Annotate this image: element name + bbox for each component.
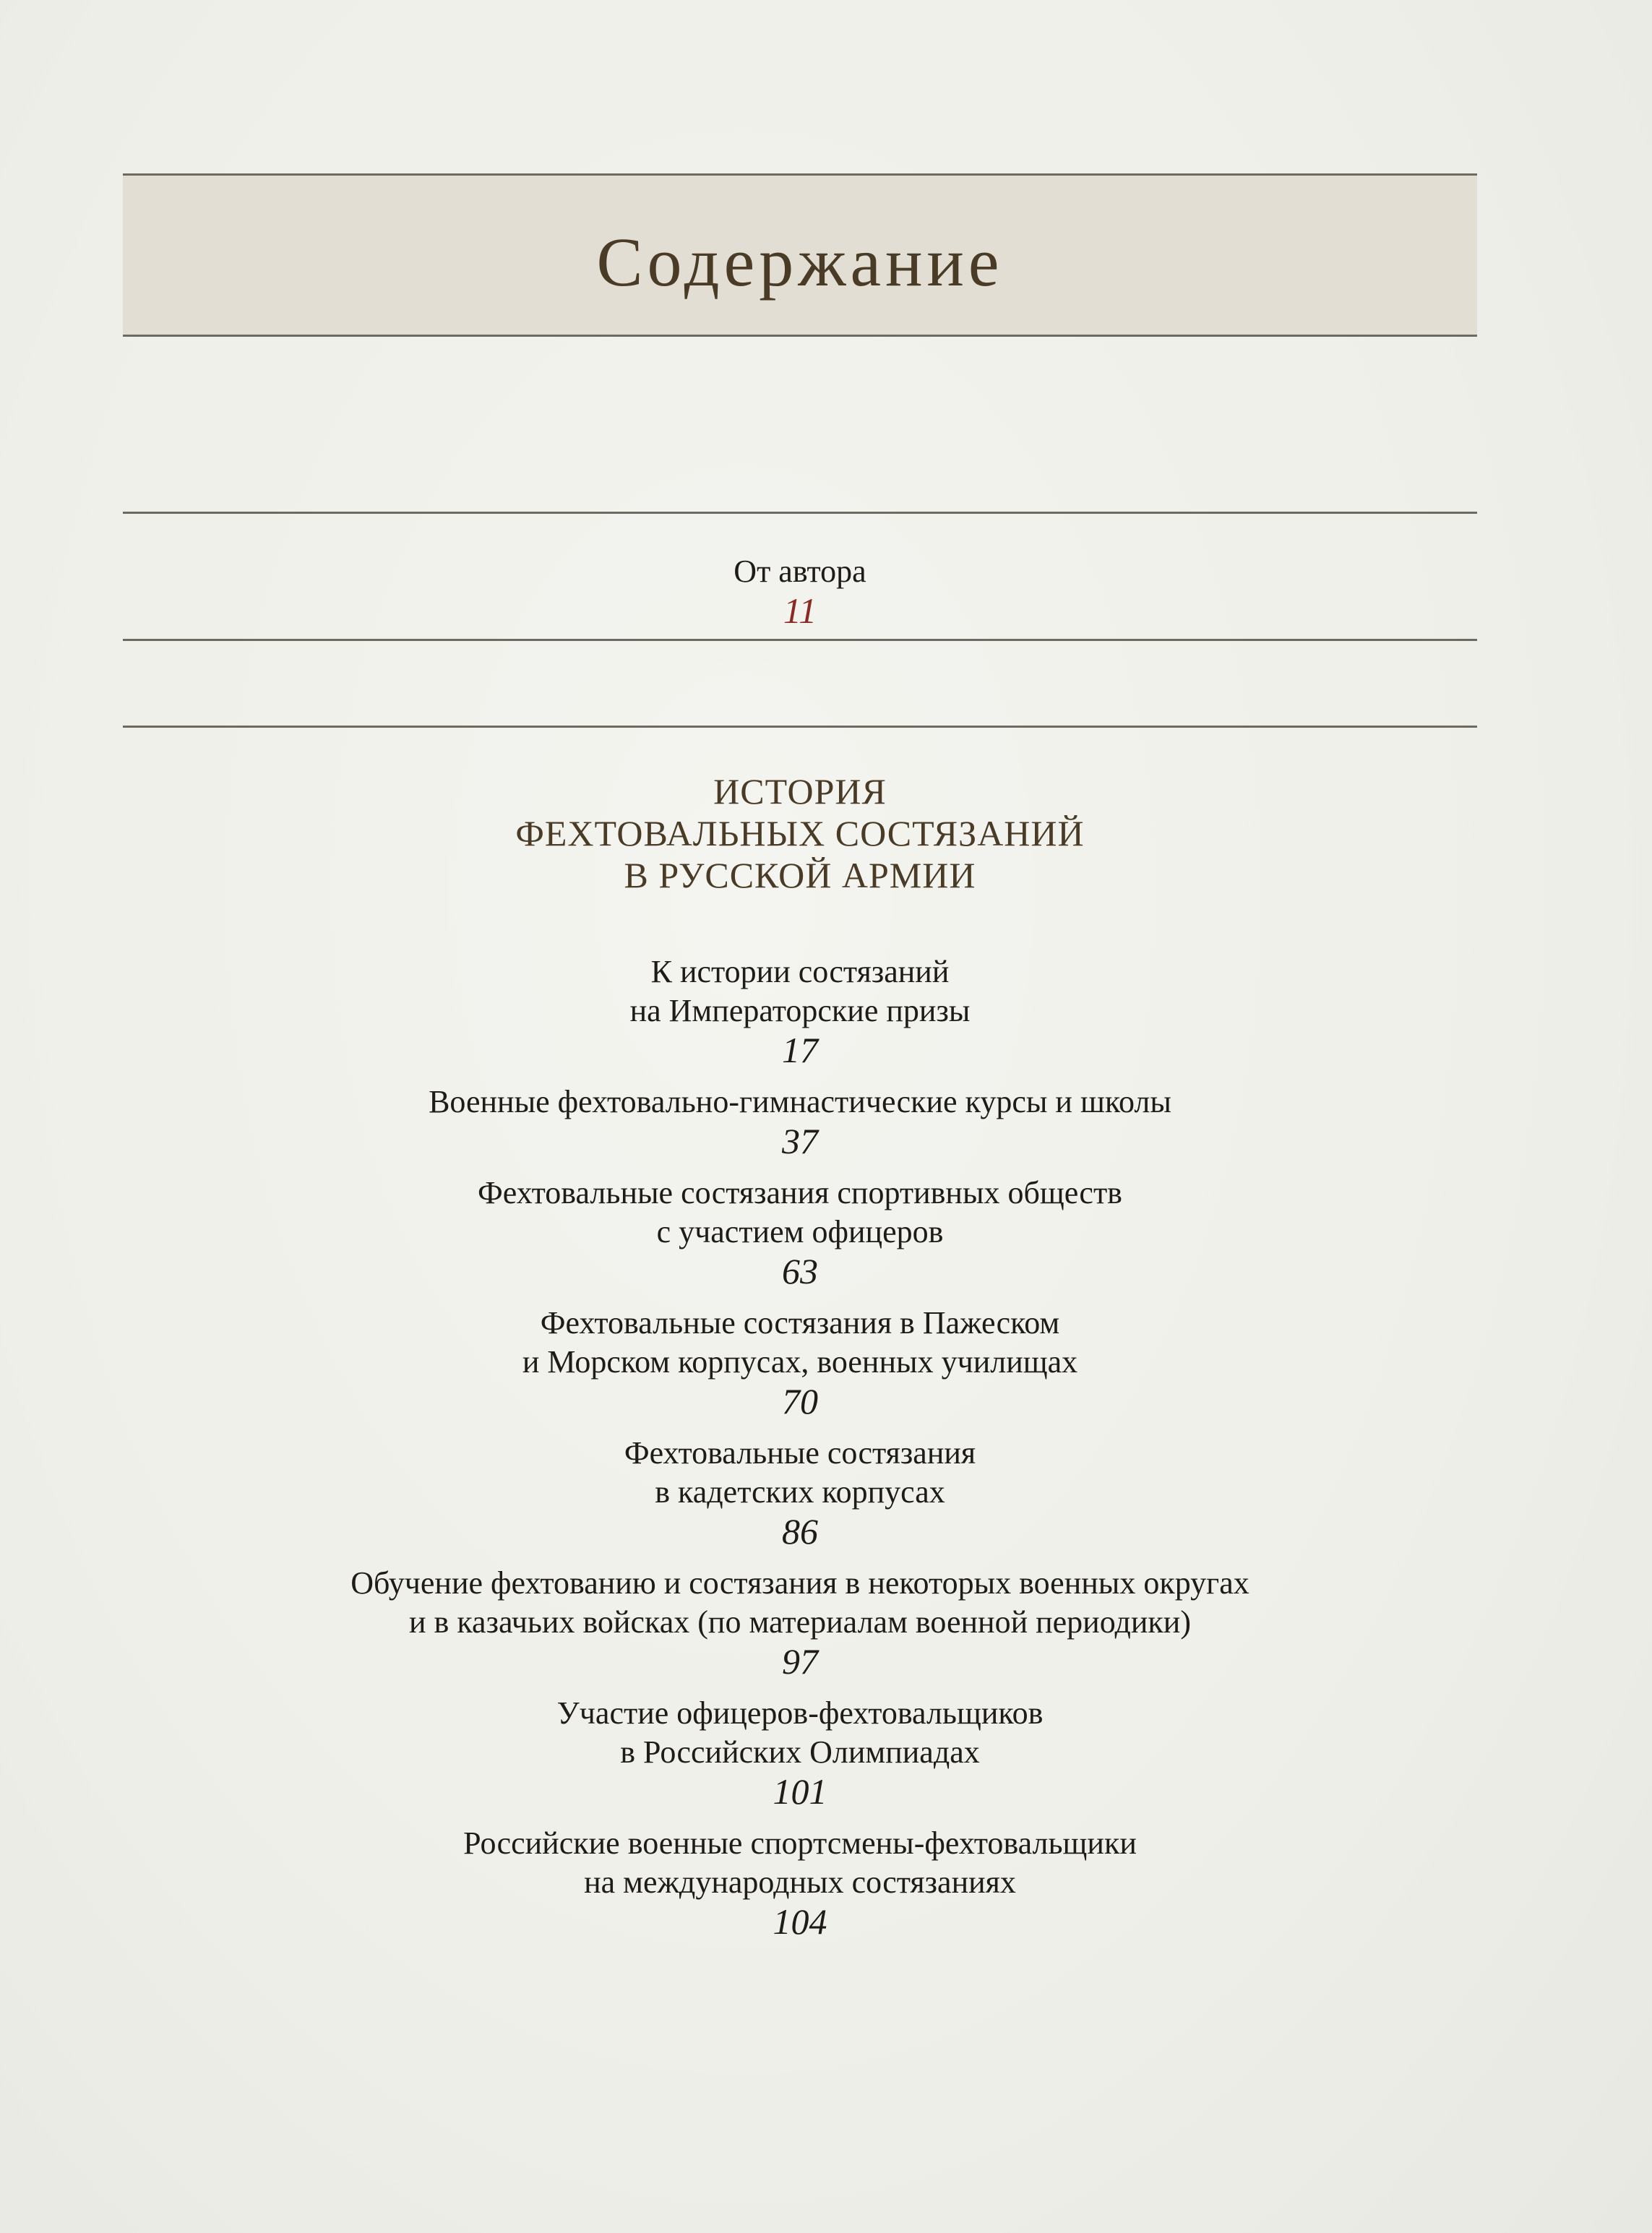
page-title: Содержание (596, 223, 1004, 301)
toc-entry (123, 1304, 1477, 1421)
toc-entry (123, 1083, 1477, 1161)
toc-entry-title: Участие офицеров-фехтовальщиков в Российских Олимпиадах (556, 1695, 1044, 1770)
toc-entry-title: Фехтовальные состязания в кадетских корпусах (624, 1435, 976, 1510)
section-heading-line: ИСТОРИЯ (713, 771, 887, 812)
toc-entry-title: Военные фехтовально-гимнастические курсы и школы (429, 1084, 1171, 1119)
toc-entry (123, 1564, 1477, 1681)
toc-entry-title: Фехтовальные состязания в Пажеском и Морском корпусах, военных училищах (522, 1305, 1078, 1380)
toc-entries (123, 952, 1477, 1954)
divider-rule (123, 726, 1477, 728)
section-heading-line: В РУССКОЙ АРМИИ (624, 855, 976, 895)
toc-entry-page: 104 (773, 1901, 827, 1942)
toc-entry (123, 1694, 1477, 1811)
section-heading-line: ФЕХТОВАЛЬНЫХ СОСТЯЗАНИЙ (515, 813, 1085, 853)
toc-entry (123, 1434, 1477, 1551)
toc-entry-title: Обучение фехтованию и состязания в некоторых военных округах и в казачьих войсках (по материалам военной периодики) (350, 1565, 1249, 1640)
toc-entry (123, 952, 1477, 1070)
divider-rule (123, 512, 1477, 514)
toc-entry-title: К истории состязаний на Императорские призы (629, 954, 971, 1028)
toc-entry-page: 70 (782, 1381, 818, 1421)
section-heading (123, 770, 1477, 896)
author-entry-title: От автора (733, 554, 866, 589)
author-entry (123, 552, 1477, 630)
toc-entry-page: 37 (782, 1121, 818, 1161)
toc-entry (123, 1174, 1477, 1291)
toc-entry-title: Российские военные спортсмены-фехтовальщики на международных состязаниях (463, 1825, 1137, 1900)
toc-entry-page: 63 (782, 1251, 818, 1291)
toc-entry-page: 101 (773, 1771, 827, 1812)
divider-rule (123, 639, 1477, 641)
toc-entry-page: 97 (782, 1641, 818, 1682)
author-entry-page: 11 (783, 590, 817, 631)
toc-entry-title: Фехтовальные состязания спортивных обществ с участием офицеров (478, 1175, 1122, 1249)
toc-entry-page: 86 (782, 1511, 818, 1552)
title-band (123, 173, 1477, 337)
toc-entry-page: 17 (782, 1030, 818, 1070)
toc-entry (123, 1824, 1477, 1941)
